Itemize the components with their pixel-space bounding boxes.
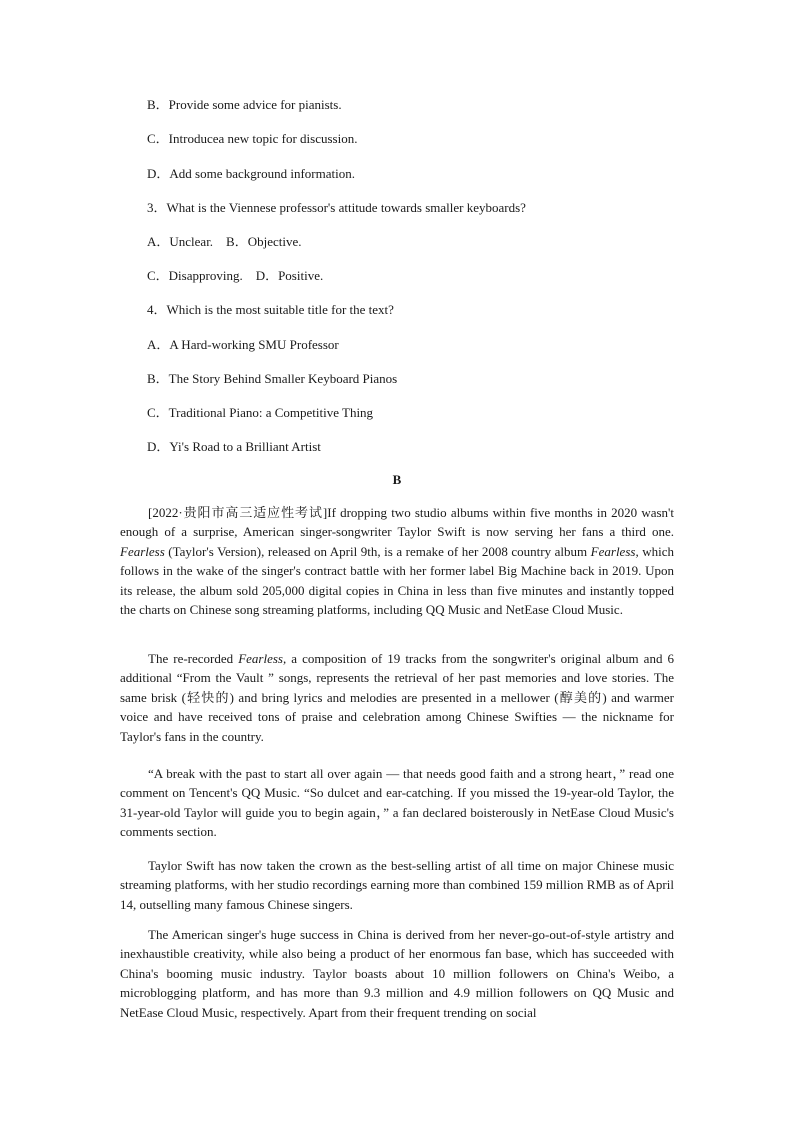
question-line: 4．Which is the most suitable title for the text?	[147, 302, 394, 317]
paragraph-4	[120, 856, 674, 914]
text-run: The American singer's huge success in China is derived from her never-go-out-of-style artistry and inexhaustible creativity, while also being a product of her enormous fan base, which has succeeded with China's booming music industry. Taylor boasts about 10 million followers on China's Weibo, a microblogging platform, and has more than 9.3 million and 4.9 million followers on QQ Music and NetEase Cloud Music, respectively. Apart from their frequent trending on social	[120, 927, 674, 1020]
source-citation: [2022·贵阳市高三适应性考试]	[148, 505, 328, 520]
paragraph-5	[120, 925, 674, 1022]
album-title: Fearless,	[590, 543, 639, 559]
question-line: 3．What is the Viennese professor's attitude towards smaller keyboards?	[147, 200, 526, 215]
text-run: Taylor Swift has now taken the crown as the best-selling artist of all time on major Chinese music streaming platforms, with her studio recordings earning more than combined 159 million RMB as of April 14, outselling many famous Chinese singers.	[120, 858, 674, 912]
option-line: B．Provide some advice for pianists.	[147, 97, 342, 112]
section-heading: B	[392, 472, 402, 487]
album-title: Fearless	[120, 543, 165, 559]
paragraph-3	[120, 764, 674, 842]
text-run: “A break with the past to start all over again — that needs good faith and a strong heart，” read one comment on Tencent's QQ Music. “So dulcet and ear-catching. If you missed the 19-year-old Taylor, the 31-year-old Taylor will guide you to begin again，” a fan declared boisterously in NetEase Cloud Music's comments section.	[120, 766, 674, 840]
paragraph-2	[120, 649, 674, 746]
text-run: which follows in the wake of the singer's contract battle with her former label Big Machine back in 2019. Upon its release, the album sold 205,000 digital copies in China in less than five minutes and instantly topped the charts on Chinese song streaming platforms, including QQ Music and NetEase Cloud Music.	[120, 543, 674, 618]
option-line: C．Traditional Piano: a Competitive Thing	[147, 405, 374, 420]
text-run: (Taylor's Version), released on April 9th, is a remake of her 2008 country album	[164, 543, 591, 559]
text-run: If dropping two studio albums within five months in 2020 wasn't enough of a surprise, American singer-songwriter Taylor Swift is now serving her fans a third one.	[120, 505, 674, 540]
text-run: The re-recorded	[148, 651, 239, 666]
album-title: Fearless,	[238, 651, 287, 666]
option-line: C．Introducea new topic for discussion.	[147, 131, 358, 146]
option-line: B．The Story Behind Smaller Keyboard Pianos	[147, 371, 398, 386]
paragraph-1	[120, 503, 674, 619]
option-line: A．A Hard-working SMU Professor	[147, 337, 339, 352]
option-line: D．Add some background information.	[147, 166, 355, 181]
option-line: A．Unclear. B．Objective.	[147, 234, 302, 249]
text-run: a composition of 19 tracks from the songwriter's original album and 6 additional “From the Vault ” songs, represents the retrieval of her past memories and love stories. The same brisk (轻快的) and bring lyrics and melodies are presented in a mellower (醇美的) and warmer voice and have received tons of praise and celebration among Chinese Swifties — the nickname for Taylor's fans in the country.	[120, 651, 674, 744]
option-line: C．Disapproving. D．Positive.	[147, 268, 324, 283]
option-line: D．Yi's Road to a Brilliant Artist	[147, 439, 321, 454]
